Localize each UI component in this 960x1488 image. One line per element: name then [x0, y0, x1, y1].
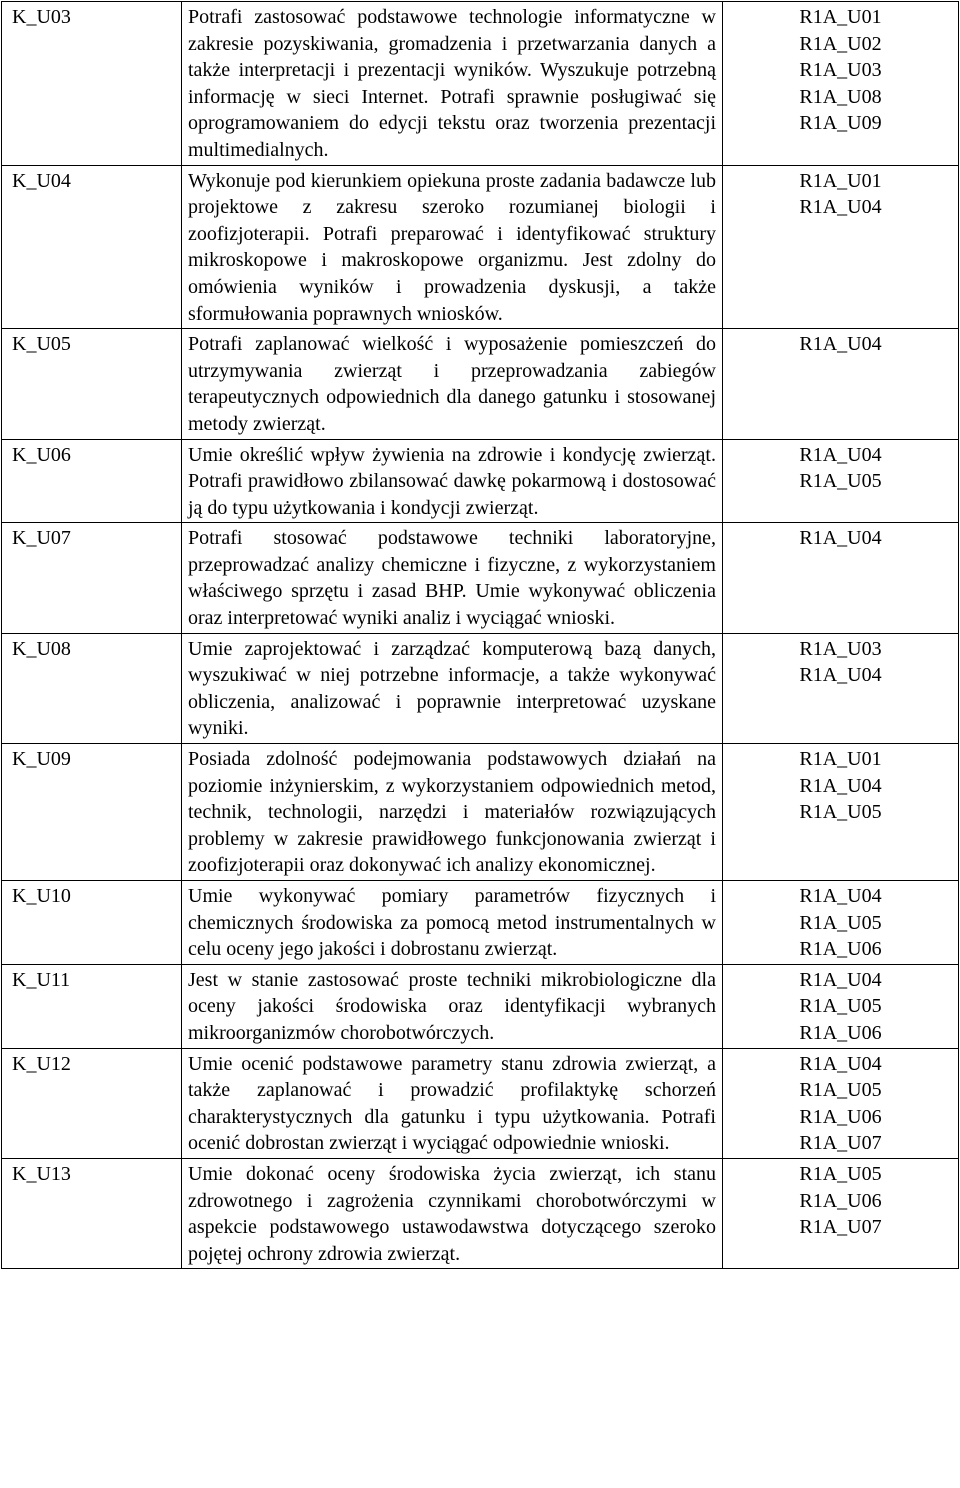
reference-codes-cell: [723, 439, 959, 523]
learning-outcomes-table: [1, 1, 959, 1269]
outcome-description: Umie zaprojektować i zarządzać komputerową bazą danych, wyszukiwać w niej potrzebne informacje, a także wykonywać obliczenia, analizować i poprawnie interpretować uzyskane wyniki.: [182, 633, 723, 743]
outcome-description: Potrafi zastosować podstawowe technologie informatyczne w zakresie pozyskiwania, gromadzenia i przetwarzania danych a także interpretacji i prezentacji wyników. Wyszukuje potrzebną informację w sieci Internet. Potrafi sprawnie posługiwać się oprogramowaniem do edycji tekstu oraz tworzenia prezentacji multimedialnych.: [182, 2, 723, 166]
outcome-code: K_U09: [2, 744, 182, 881]
reference-codes-cell: [723, 881, 959, 965]
table-row: [2, 2, 959, 166]
reference-code: R1A_U07: [799, 1132, 882, 1155]
reference-code: R1A_U05: [799, 801, 882, 824]
reference-code: R1A_U04: [799, 885, 882, 907]
outcome-code: K_U13: [2, 1158, 182, 1268]
reference-code: R1A_U04: [799, 968, 882, 991]
outcome-code: K_U10: [2, 881, 182, 965]
reference-code: R1A_U06: [799, 1105, 882, 1128]
table-row: [2, 523, 959, 633]
reference-code: R1A_U05: [799, 1162, 882, 1185]
reference-code: R1A_U03: [799, 59, 882, 82]
reference-code: R1A_U06: [799, 938, 882, 961]
outcome-code: K_U04: [2, 165, 182, 329]
outcome-code: K_U08: [2, 633, 182, 743]
outcome-code: K_U05: [2, 329, 182, 439]
outcome-code: K_U12: [2, 1048, 182, 1158]
table-body: [2, 2, 959, 1269]
table-row: [2, 744, 959, 881]
reference-code: R1A_U04: [799, 527, 882, 550]
table-row: [2, 1048, 959, 1158]
table-row: [2, 633, 959, 743]
outcome-description: Umie wykonywać pomiary parametrów fizycznych i chemicznych środowiska za pomocą metod instrumentalnych w celu oceny jego jakości i dobrostanu zwierząt.: [182, 881, 723, 965]
reference-code: R1A_U04: [799, 664, 882, 687]
reference-code: R1A_U04: [799, 1052, 882, 1075]
outcome-description: Jest w stanie zastosować proste techniki mikrobiologiczne dla oceny jakości środowiska oraz identyfikacji wybranych mikroorganizmów chorobotwórczych.: [182, 964, 723, 1048]
table-row: [2, 329, 959, 439]
outcome-description: Umie ocenić podstawowe parametry stanu zdrowia zwierząt, a także zaplanować i prowadzić profilaktykę schorzeń charakterystycznych dla gatunku i typu użytkowania. Potrafi ocenić dobrostan zwierząt i wyciągać odpowiednie wnioski.: [182, 1048, 723, 1158]
reference-code: R1A_U07: [799, 1216, 882, 1239]
reference-code: R1A_U01: [799, 748, 882, 771]
reference-code: R1A_U05: [799, 470, 882, 493]
reference-codes-cell: [723, 329, 959, 439]
outcome-code: K_U03: [2, 2, 182, 166]
reference-code: R1A_U06: [799, 1189, 882, 1212]
outcome-description: Umie dokonać oceny środowiska życia zwierząt, ich stanu zdrowotnego i zagrożenia czynnikami chorobotwórczymi w aspekcie podstawowego ustawodawstwa dotyczącego szeroko pojętej ochrony zdrowia zwierząt.: [182, 1158, 723, 1268]
reference-code: R1A_U04: [799, 196, 882, 219]
outcome-description: Posiada zdolność podejmowania podstawowych działań na poziomie inżynierskim, z wykorzystaniem odpowiednich metod, technik, technologii, narzędzi i materiałów rozwiązujących problemy w zakresie prawidłowego funkcjonowania zwierząt i zoofizjoterapii oraz dokonywać ich analizy ekonomicznej.: [182, 744, 723, 881]
reference-code: R1A_U04: [799, 443, 882, 466]
table-row: [2, 881, 959, 965]
outcome-description: Umie określić wpływ żywienia na zdrowie i kondycję zwierząt. Potrafi prawidłowo zbilansować dawkę pokarmową i dostosować ją do typu użytkowania i kondycji zwierząt.: [182, 439, 723, 523]
reference-code: R1A_U04: [799, 774, 882, 797]
outcome-description: Potrafi zaplanować wielkość i wyposażenie pomieszczeń do utrzymywania zwierząt i przeprowadzania zabiegów terapeutycznych odpowiednich dla danego gatunku i stosowanej metody zwierząt.: [182, 329, 723, 439]
outcome-description: Wykonuje pod kierunkiem opiekuna proste zadania badawcze lub projektowe z zakresu szeroko rozumianej biologii i zoofizjoterapii. Potrafi preparować i identyfikować struktury mikroskopowe i makroskopowe organizmu. Jest zdolny do omówienia wyników i prowadzenia dyskusji, a także sformułowania poprawnych wniosków.: [182, 165, 723, 329]
table-row: [2, 439, 959, 523]
reference-code: R1A_U01: [799, 169, 882, 192]
reference-code: R1A_U03: [799, 637, 882, 660]
table-row: [2, 1158, 959, 1268]
reference-codes-cell: [723, 744, 959, 881]
reference-code: R1A_U09: [799, 112, 882, 135]
table-row: [2, 165, 959, 329]
reference-codes-cell: [723, 1048, 959, 1158]
reference-codes-cell: [723, 523, 959, 633]
outcome-code: K_U11: [2, 964, 182, 1048]
reference-codes-cell: [723, 165, 959, 329]
reference-code: R1A_U05: [799, 995, 882, 1018]
reference-code: R1A_U06: [799, 1021, 882, 1044]
reference-code: R1A_U01: [799, 6, 882, 28]
reference-code: R1A_U05: [799, 911, 882, 934]
table-row: [2, 964, 959, 1048]
reference-code: R1A_U04: [799, 333, 882, 356]
reference-codes-cell: [723, 633, 959, 743]
reference-code: R1A_U05: [799, 1079, 882, 1102]
reference-code: R1A_U02: [799, 32, 882, 55]
reference-code: R1A_U08: [799, 85, 882, 108]
reference-codes-cell: [723, 964, 959, 1048]
outcome-description: Potrafi stosować podstawowe techniki laboratoryjne, przeprowadzać analizy chemiczne i fizyczne, z wykorzystaniem właściwego sprzętu i zasad BHP. Umie wykonywać obliczenia oraz interpretować wyniki analiz i wyciągać wnioski.: [182, 523, 723, 633]
outcome-code: K_U06: [2, 439, 182, 523]
reference-codes-cell: [723, 2, 959, 166]
outcome-code: K_U07: [2, 523, 182, 633]
reference-codes-cell: [723, 1158, 959, 1268]
